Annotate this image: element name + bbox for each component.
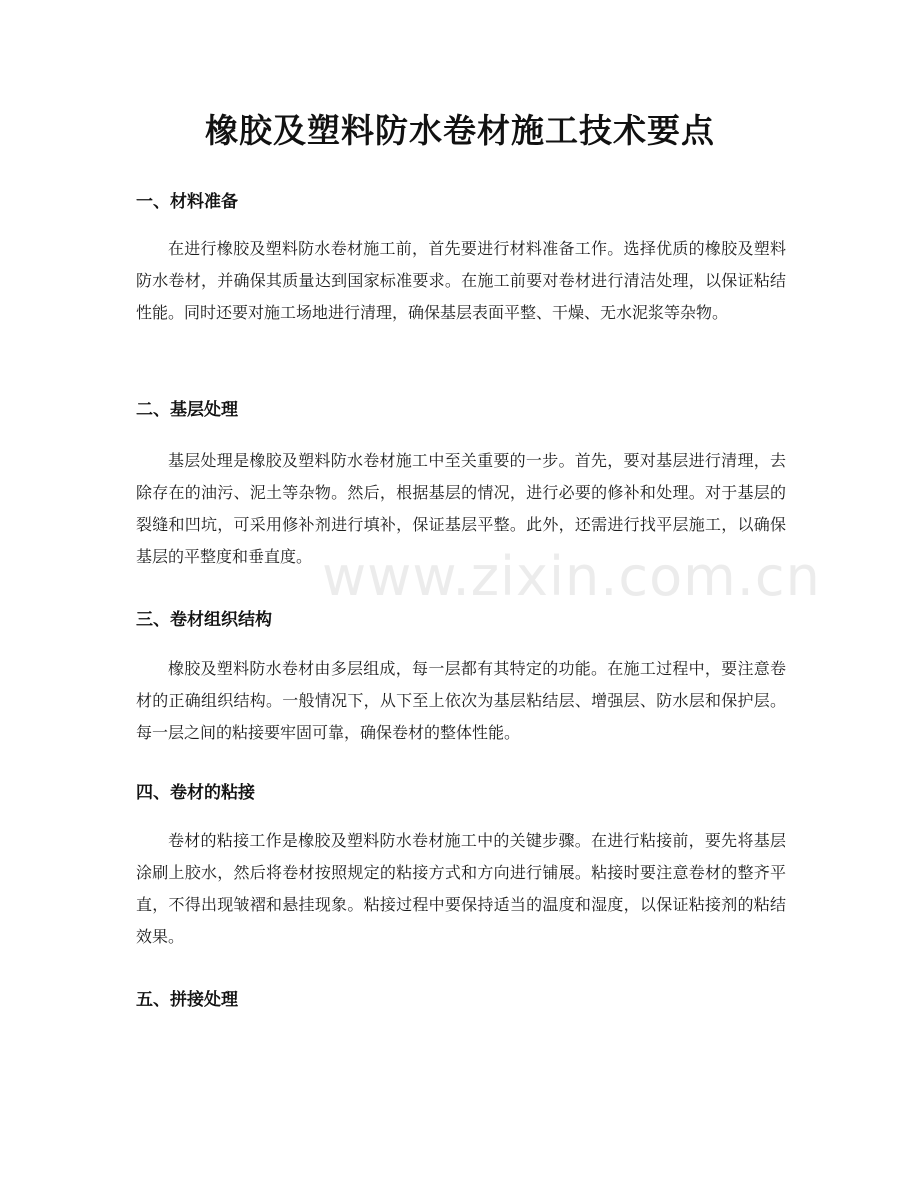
section-body-structure: 橡胶及塑料防水卷材由多层组成，每一层都有其特定的功能。在施工过程中，要注意卷材的正确组织结构。一般情况下，从下至上依次为基层粘结层、增强层、防水层和保护层。每一层之间的粘接要牢固可靠，确保卷材的整体性能。 bbox=[136, 659, 786, 742]
section-heading-structure: 三、卷材组织结构 bbox=[136, 610, 272, 630]
section-heading-base-treatment: 二、基层处理 bbox=[136, 400, 238, 420]
section-body-base-treatment: 基层处理是橡胶及塑料防水卷材施工中至关重要的一步。首先，要对基层进行清理，去除存在的油污、泥土等杂物。然后，根据基层的情况，进行必要的修补和处理。对于基层的裂缝和凹坑，可采用修补剂进行填补，保证基层平整。此外，还需进行找平层施工，以确保基层的平整度和垂直度。 bbox=[136, 451, 786, 566]
section-heading-materials: 一、材料准备 bbox=[136, 192, 238, 212]
section-body-materials: 在进行橡胶及塑料防水卷材施工前，首先要进行材料准备工作。选择优质的橡胶及塑料防水卷材，并确保其质量达到国家标准要求。在施工前要对卷材进行清洁处理，以保证粘结性能。同时还要对施工场地进行清理，确保基层表面平整、干燥、无水泥浆等杂物。 bbox=[136, 239, 786, 322]
document-title: 橡胶及塑料防水卷材施工技术要点 bbox=[205, 111, 715, 150]
section-heading-bonding: 四、卷材的粘接 bbox=[136, 783, 255, 803]
section-body-bonding: 卷材的粘接工作是橡胶及塑料防水卷材施工中的关键步骤。在进行粘接前，要先将基层涂刷上胶水，然后将卷材按照规定的粘接方式和方向进行铺展。粘接时要注意卷材的整齐平直，不得出现皱褶和悬挂现象。粘接过程中要保持适当的温度和湿度，以保证粘接剂的粘结效果。 bbox=[136, 831, 786, 946]
section-heading-joining: 五、拼接处理 bbox=[136, 990, 238, 1010]
watermark-text: www.zixin.com.cn bbox=[322, 545, 821, 608]
